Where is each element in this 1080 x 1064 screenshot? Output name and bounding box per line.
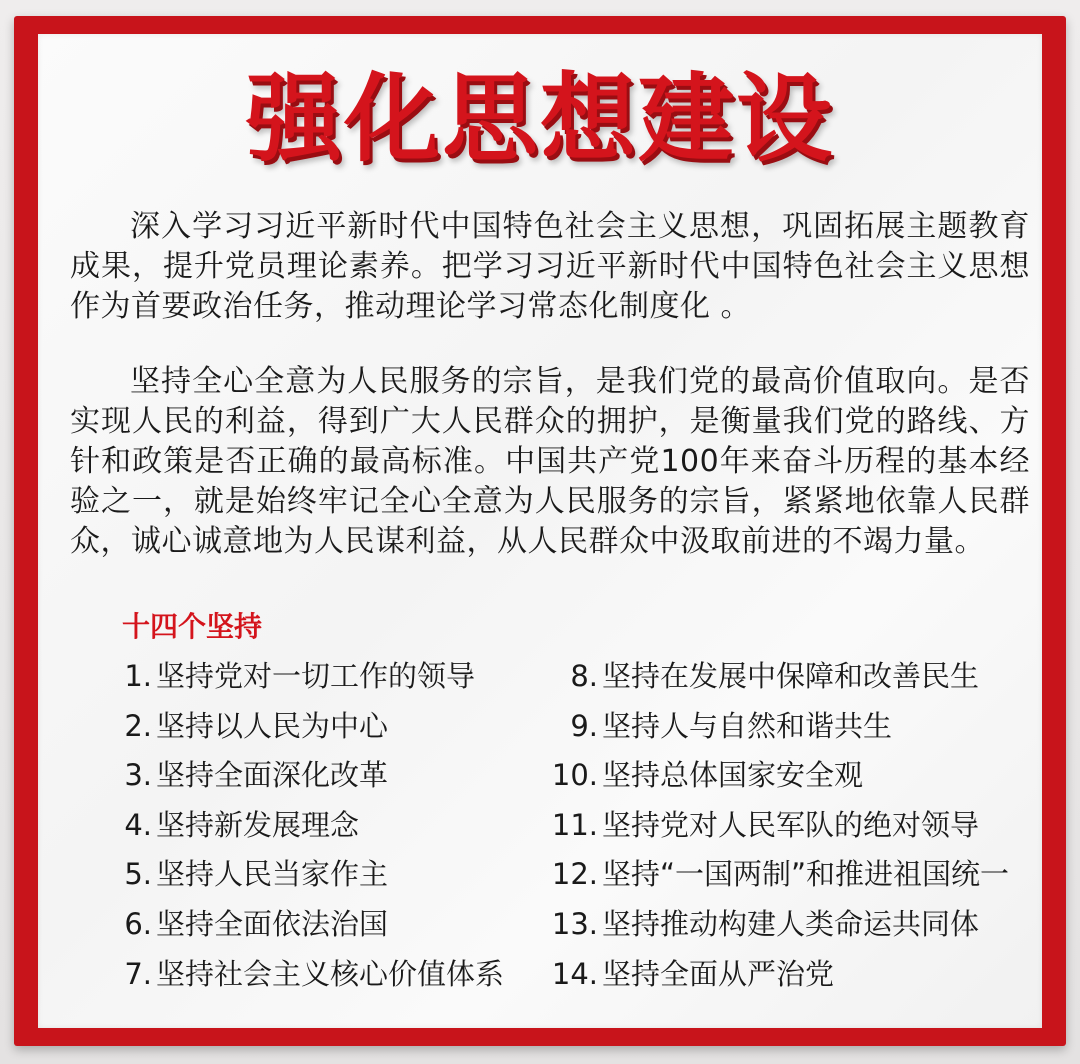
item-number: 13. xyxy=(551,906,598,941)
principles-list-right xyxy=(530,654,1050,1001)
item-text: 坚持全面从严治党 xyxy=(602,956,835,991)
item-text: 坚持全面深化改革 xyxy=(156,758,389,793)
item-text: 坚持“一国两制”和推进祖国统一 xyxy=(602,857,1010,892)
item-text: 坚持人民当家作主 xyxy=(156,857,389,892)
item-text: 坚持人与自然和谐共生 xyxy=(602,708,893,743)
item-number: 6. xyxy=(124,906,152,941)
item-number: 12. xyxy=(551,857,598,892)
item-number: 3. xyxy=(124,758,152,793)
list-item xyxy=(530,852,1050,902)
paragraph-1: 深入学习习近平新时代中国特色社会主义思想，巩固拓展主题教育成果，提升党员理论素养。把学习习近平新时代中国特色社会主义思想作为首要政治任务，推动理论学习常态化制度化 。 xyxy=(70,209,1030,324)
item-number: 5. xyxy=(124,857,152,892)
list-item xyxy=(0,803,540,853)
list-item xyxy=(530,654,1050,704)
item-number: 14. xyxy=(551,956,598,991)
item-number: 11. xyxy=(551,807,598,842)
list-item xyxy=(0,654,540,704)
item-text: 坚持党对人民军队的绝对领导 xyxy=(602,807,980,842)
list-item xyxy=(530,803,1050,853)
list-item xyxy=(530,753,1050,803)
item-number: 9. xyxy=(570,708,598,743)
item-number: 8. xyxy=(570,659,598,693)
principles-list-left xyxy=(0,654,540,1001)
item-number: 1. xyxy=(124,659,152,693)
item-text: 坚持全面依法治国 xyxy=(156,906,389,941)
item-text: 坚持新发展理念 xyxy=(156,807,360,842)
list-item xyxy=(0,902,540,952)
item-text: 坚持以人民为中心 xyxy=(156,708,389,743)
item-number: 4. xyxy=(124,807,152,842)
item-text: 坚持推动构建人类命运共同体 xyxy=(602,906,980,941)
list-item xyxy=(530,902,1050,952)
list-item xyxy=(0,753,540,803)
item-number: 2. xyxy=(124,708,152,743)
board-title: 强化思想建设 xyxy=(246,63,834,175)
list-item xyxy=(530,952,1050,1002)
list-item xyxy=(530,704,1050,754)
item-text: 坚持在发展中保障和改善民生 xyxy=(602,659,980,693)
paragraph-2: 坚持全心全意为人民服务的宗旨，是我们党的最高价值取向。是否实现人民的利益，得到广大人民群众的拥护，是衡量我们党的路线、方针和政策是否正确的最高标准。中国共产党100年来奋斗历程的基本经验之一，就是始终牢记全心全意为人民服务的宗旨，紧紧地依靠人民群众，诚心诚意地为人民谋利益，从人民群众中汲取前进的不竭力量。 xyxy=(70,364,1030,559)
item-text: 坚持总体国家安全观 xyxy=(602,758,864,793)
item-text: 坚持社会主义核心价值体系 xyxy=(156,956,505,991)
list-item xyxy=(0,952,540,1002)
item-text: 坚持党对一切工作的领导 xyxy=(156,659,476,693)
list-item xyxy=(0,852,540,902)
list-item xyxy=(0,704,540,754)
item-number: 7. xyxy=(124,956,152,991)
item-number: 10. xyxy=(551,758,598,793)
list-heading: 十四个坚持 xyxy=(122,610,263,643)
